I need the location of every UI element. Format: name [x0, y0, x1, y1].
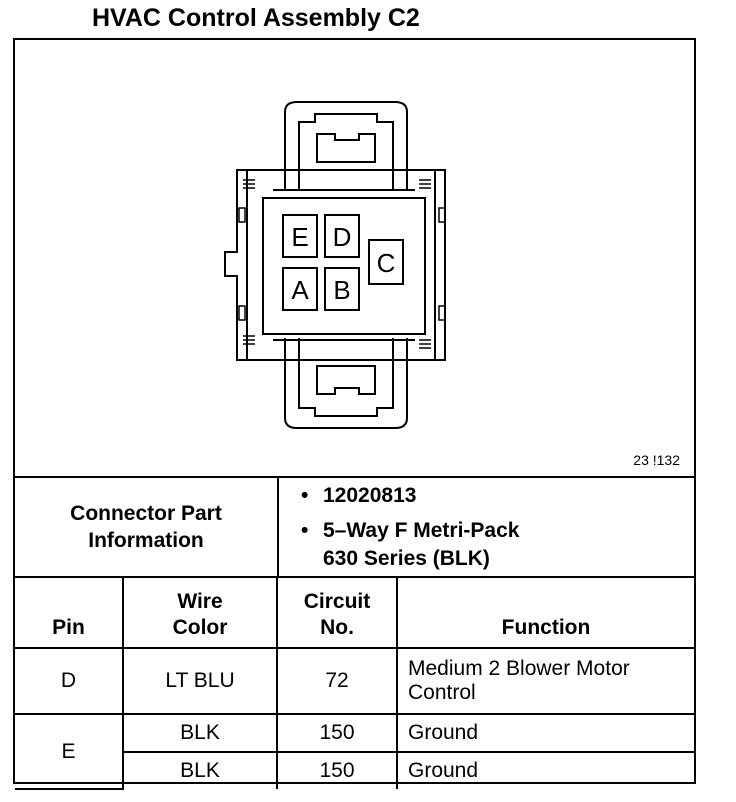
table-row	[15, 714, 694, 752]
top-latch	[285, 102, 407, 190]
connector-info-label-line1: Connector Part	[70, 501, 222, 525]
function-cell: Ground	[397, 714, 694, 752]
list-item	[285, 517, 519, 572]
circuit-cell: 150	[277, 752, 397, 789]
connector-sheet	[13, 38, 696, 784]
circuit-cell: 72	[277, 648, 397, 714]
connector-info-label-line2: Information	[88, 529, 204, 552]
wire-color-cell: BLK	[123, 714, 277, 752]
cavity-label-c: C	[376, 248, 396, 278]
connector-face	[263, 198, 425, 334]
wire-color-cell: BLK	[123, 752, 277, 789]
function-cell: Medium 2 Blower Motor Control	[397, 648, 694, 714]
pin-table	[15, 578, 694, 790]
wire-color-cell: LT BLU	[123, 648, 277, 714]
part-number: 12020813	[323, 484, 417, 507]
header-pin: Pin	[15, 578, 123, 648]
connector-type: 5–Way F Metri-Pack	[323, 519, 520, 543]
table-row	[15, 648, 694, 714]
cavity-label-a: A	[291, 275, 309, 305]
pin-cell: E	[15, 714, 123, 789]
header-circuit-no: Circuit No.	[277, 578, 397, 648]
connector-info-label	[15, 478, 279, 576]
bottom-latch	[285, 338, 407, 428]
connector-series: 630 Series (BLK)	[323, 546, 490, 570]
function-cell: Ground	[397, 752, 694, 789]
header-wire-color: Wire Color	[123, 578, 277, 648]
cavity-label-d: D	[332, 222, 352, 252]
connector-diagram	[15, 40, 694, 478]
list-item	[285, 482, 519, 509]
connector-face-drawing	[15, 40, 694, 476]
connector-part-info	[15, 478, 694, 578]
circuit-cell: 150	[277, 714, 397, 752]
cavity-label-e: E	[291, 222, 309, 252]
bullet-icon: •	[301, 519, 309, 543]
pin-cell: D	[15, 648, 123, 714]
bullet-icon: •	[301, 484, 309, 507]
figure-reference: 23 !132	[633, 452, 680, 468]
page-title: HVAC Control Assembly C2	[92, 4, 420, 32]
cavity-label-b: B	[333, 275, 351, 305]
table-header-row	[15, 578, 694, 648]
connector-info-list	[285, 482, 519, 580]
header-function: Function	[397, 578, 694, 648]
